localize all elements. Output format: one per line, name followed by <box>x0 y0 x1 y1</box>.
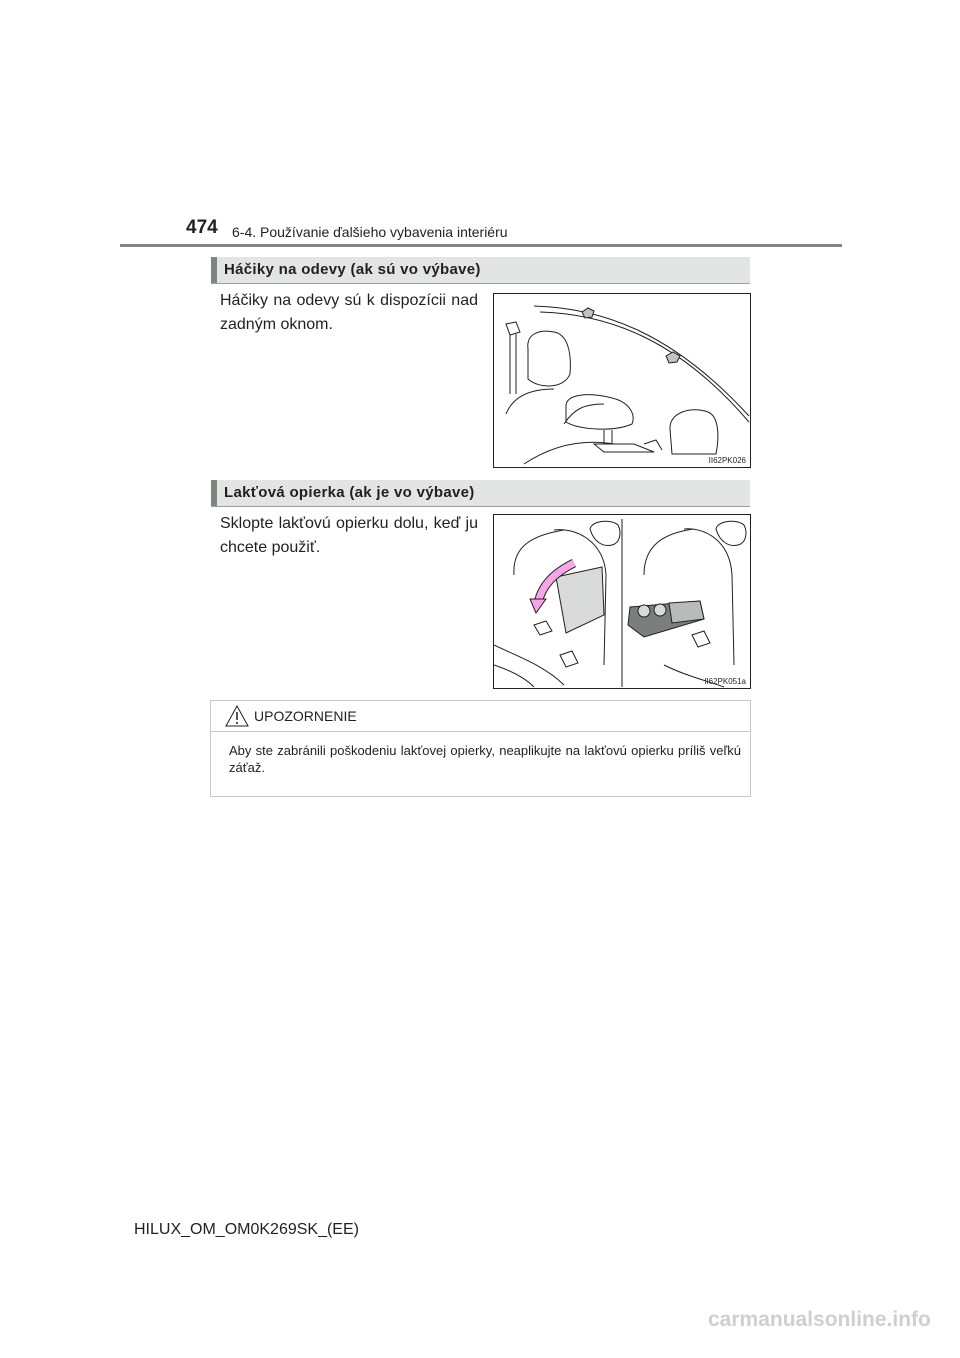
armrest-description: Sklopte lakťovú opierku dolu, keď ju chcete použiť. <box>220 515 478 556</box>
headrest-right <box>716 521 746 545</box>
roof-edge <box>534 306 749 416</box>
chapter-title: 6-4. Používanie ďalšieho vybavenia interiéru <box>232 224 508 240</box>
header-divider <box>120 244 842 247</box>
section-heading-title: Lakťová opierka (ak je vo výbave) <box>224 484 475 501</box>
clothes-hooks-description: Háčiky na odevy sú k dispozícii nad zadným oknom. <box>220 292 478 333</box>
caution-header <box>211 701 750 732</box>
clothes-hook-icon <box>582 308 680 363</box>
figure-code: II62PK051a <box>704 677 746 686</box>
footer-document-code: HILUX_OM_OM0K269SK_(EE) <box>134 1221 359 1238</box>
caution-title: UPOZORNENIE <box>254 708 357 724</box>
headrest-right <box>670 410 718 454</box>
section-heading-title: Háčiky na odevy (ak sú vo výbave) <box>224 261 481 278</box>
section-heading-armrest <box>211 480 750 507</box>
page-number: 474 <box>186 217 218 238</box>
headrest-left <box>528 331 571 386</box>
warning-triangle-icon <box>225 705 249 727</box>
headrest-middle <box>566 395 633 429</box>
figure-code: II62PK026 <box>708 456 746 465</box>
section-heading-clothes-hooks <box>211 257 750 284</box>
section-heading-marker <box>211 257 217 283</box>
clothes-hooks-illustration <box>493 293 751 468</box>
caution-box <box>210 700 751 797</box>
section-heading-marker <box>211 480 217 506</box>
armrest-folded <box>556 567 604 633</box>
armrest-illustration <box>493 514 751 689</box>
site-watermark: carmanualsonline.info <box>708 1308 931 1331</box>
cup-holder-icon <box>638 605 650 617</box>
headrest-left <box>590 521 620 545</box>
caution-text: Aby ste zabránili poškodeniu lakťovej opierky, neaplikujte na lakťovú opierku príliš veľkú záťaž. <box>229 743 741 775</box>
